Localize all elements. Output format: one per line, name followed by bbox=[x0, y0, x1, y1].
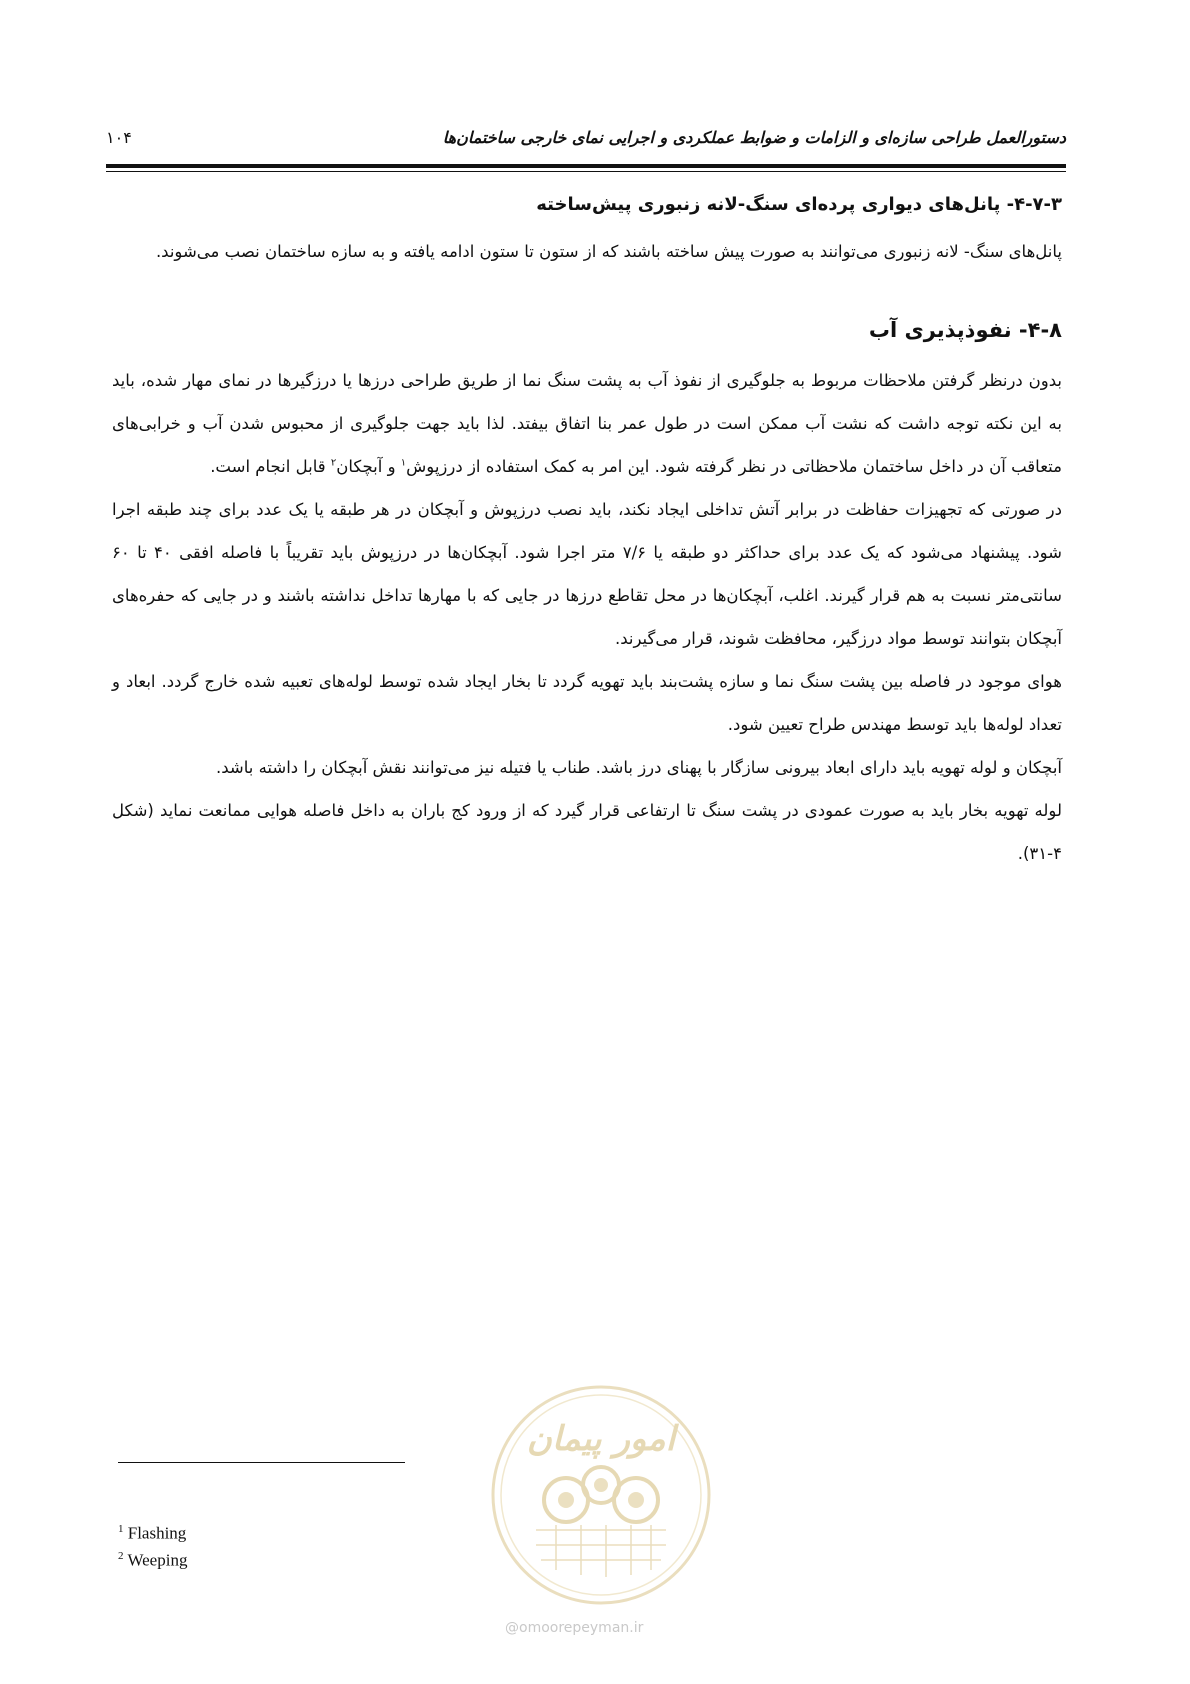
footnote-text: Flashing bbox=[127, 1523, 187, 1543]
paragraph: آبچکان و لوله تهویه باید دارای ابعاد بیرونی سازگار با پهنای درز باشد. طناب یا فتیله نیز می‌توانند نقش آبچکان را داشته باشد. bbox=[215, 758, 1062, 777]
paragraph-text: و آبچکان bbox=[336, 457, 401, 476]
footnote-separator bbox=[118, 1462, 405, 1463]
footnote-item bbox=[118, 1545, 187, 1572]
header-title: دستورالعمل طراحی سازه‌ای و الزامات و ضوابط عملکردی و اجرایی نمای خارجی ساختمان‌ها bbox=[442, 128, 1066, 147]
section-heading-4-7-3: ۴-۷-۳- پانل‌های دیواری پرده‌ای سنگ-لانه زنبوری پیش‌ساخته bbox=[536, 194, 1062, 215]
watermark-logo bbox=[486, 1380, 716, 1610]
footnote-item bbox=[118, 1518, 187, 1545]
paragraph bbox=[112, 359, 1062, 488]
watermark-url: @omoorepeyman.ir bbox=[505, 1620, 644, 1636]
section-heading-4-8: ۴-۸- نفوذپذیری آب bbox=[868, 318, 1062, 342]
footnote-ref[interactable]: ۱ bbox=[400, 457, 407, 469]
paragraph-text: بدون درنظر گرفتن ملاحظات مربوط به جلوگیری از نفوذ آب به پشت سنگ نما از طریق طراحی درزها یا درزگیرها در نمای مهار شده، باید به این نکته توجه داشت که نشت آب ممکن است در طول عمر بنا اتفاق بیفتد. لذا باید جهت جلوگیری از محبوس شدن آب و خرابی‌های متعاقب آن در داخل ساختمان ملاحظاتی در نظر گرفته شود. این امر به کمک استفاده از درزپوش bbox=[112, 371, 1062, 476]
watermark-logo-text: امور پیمان bbox=[526, 1419, 676, 1459]
header-rule-thin bbox=[106, 171, 1066, 172]
paragraph: هوای موجود در فاصله بین پشت سنگ نما و سازه پشت‌بند باید تهویه گردد تا بخار ایجاد شده توسط لوله‌های تعبیه شده خارج گردد. ابعاد و تعداد لوله‌ها باید توسط مهندس طراح تعیین شود. bbox=[112, 672, 1062, 734]
page-number: ۱۰۴ bbox=[106, 128, 132, 147]
paragraph-text: قابل انجام است. bbox=[210, 457, 331, 476]
footnote-marker: 2 bbox=[118, 1549, 124, 1562]
paragraph: لوله تهویه بخار باید به صورت عمودی در پشت سنگ تا ارتفاعی قرار گیرد که از ورود کج باران به داخل فاصله هوایی ممانعت نماید (شکل ۴-۳۱). bbox=[112, 801, 1062, 863]
footnote-text: Weeping bbox=[127, 1550, 188, 1570]
page-content bbox=[112, 186, 1062, 875]
footnote-ref[interactable]: ۲ bbox=[330, 457, 337, 469]
paragraph: پانل‌های سنگ- لانه زنبوری می‌توانند به صورت پیش ساخته باشند که از ستون تا ستون ادامه یافته و به سازه ساختمان نصب می‌شوند. bbox=[155, 242, 1062, 261]
footnote-marker: 1 bbox=[118, 1523, 124, 1535]
footnotes bbox=[118, 1518, 187, 1571]
header-rule bbox=[106, 164, 1066, 168]
paragraph: در صورتی که تجهیزات حفاظت در برابر آتش تداخلی ایجاد نکند، باید نصب درزپوش و آبچکان در هر طبقه یا یک عدد برای چند طبقه اجرا شود. پیشنهاد می‌شود که یک عدد برای حداکثر دو طبقه یا ۷/۶ متر اجرا شود. آبچکان‌ها در درزپوش باید تقریباً با فاصله افقی ۴۰ تا ۶۰ سانتی‌متر نسبت به هم قرار گیرند. اغلب، آبچکان‌ها در محل تقاطع درزها در جایی که با مهارها تداخل نداشته باشند و در جایی که حفره‌های آبچکان بتوانند توسط مواد درزگیر، محافظت شوند، قرار می‌گیرند. bbox=[112, 500, 1062, 648]
page-header bbox=[106, 128, 1066, 154]
